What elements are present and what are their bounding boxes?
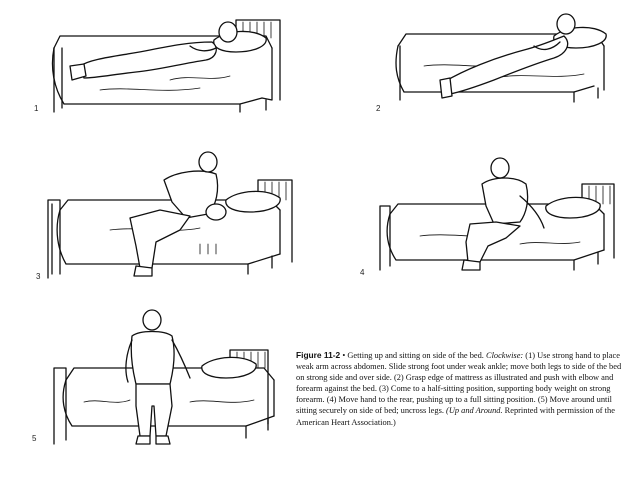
illustration-push-up-elbow bbox=[40, 150, 300, 280]
caption-step-3: (3) Come to a half-sitting position, supporting body weight on strong forearm. bbox=[296, 384, 611, 405]
illustration-sitting-on-side bbox=[40, 306, 290, 456]
panel-number: 1 bbox=[34, 104, 39, 113]
illustration-lying-supine bbox=[40, 8, 290, 118]
panel-number: 3 bbox=[36, 272, 41, 281]
caption-step-2: (2) Grasp edge of mattress as illustrated and push with elbow and forearm against the bed. bbox=[296, 373, 614, 394]
caption-title: Getting up and sitting on side of the bed. bbox=[347, 351, 484, 360]
panel-number: 2 bbox=[376, 104, 381, 113]
panel-number: 5 bbox=[32, 434, 37, 443]
caption-source: (Up and Around. bbox=[446, 406, 503, 416]
panel-1 bbox=[34, 8, 290, 118]
panel-2 bbox=[376, 6, 624, 116]
pillow bbox=[202, 357, 256, 378]
caption-step-4: (4) Move hand to the rear, pushing up to a full sitting position. bbox=[326, 395, 536, 405]
pillow bbox=[546, 197, 600, 218]
caption-credit: Reprinted with permission of the American Heart Association.) bbox=[296, 406, 615, 427]
panel-5 bbox=[32, 306, 290, 456]
caption-step-1: (1) Use strong hand to place weak arm across abdomen. Slide strong foot under weak ankle; move both legs to side of the bed on strong side and over side. bbox=[296, 351, 622, 383]
illustration-legs-to-side bbox=[384, 6, 624, 116]
caption-direction: Clockwise: bbox=[485, 351, 524, 360]
person bbox=[462, 158, 544, 270]
panel-4 bbox=[360, 150, 620, 280]
person bbox=[126, 310, 190, 444]
person bbox=[130, 152, 226, 276]
pillow bbox=[226, 191, 280, 212]
panel-3 bbox=[36, 150, 300, 281]
illustration-half-sitting bbox=[370, 150, 620, 280]
person bbox=[440, 14, 575, 98]
caption-bullet: • bbox=[342, 351, 346, 360]
caption-step-5: (5) Move around until sitting securely on side of bed; uncross legs. bbox=[296, 395, 613, 416]
panel-number: 4 bbox=[360, 268, 365, 277]
figure-caption bbox=[296, 350, 626, 428]
person bbox=[70, 22, 237, 80]
figure-label: Figure 11-2 bbox=[296, 350, 341, 360]
